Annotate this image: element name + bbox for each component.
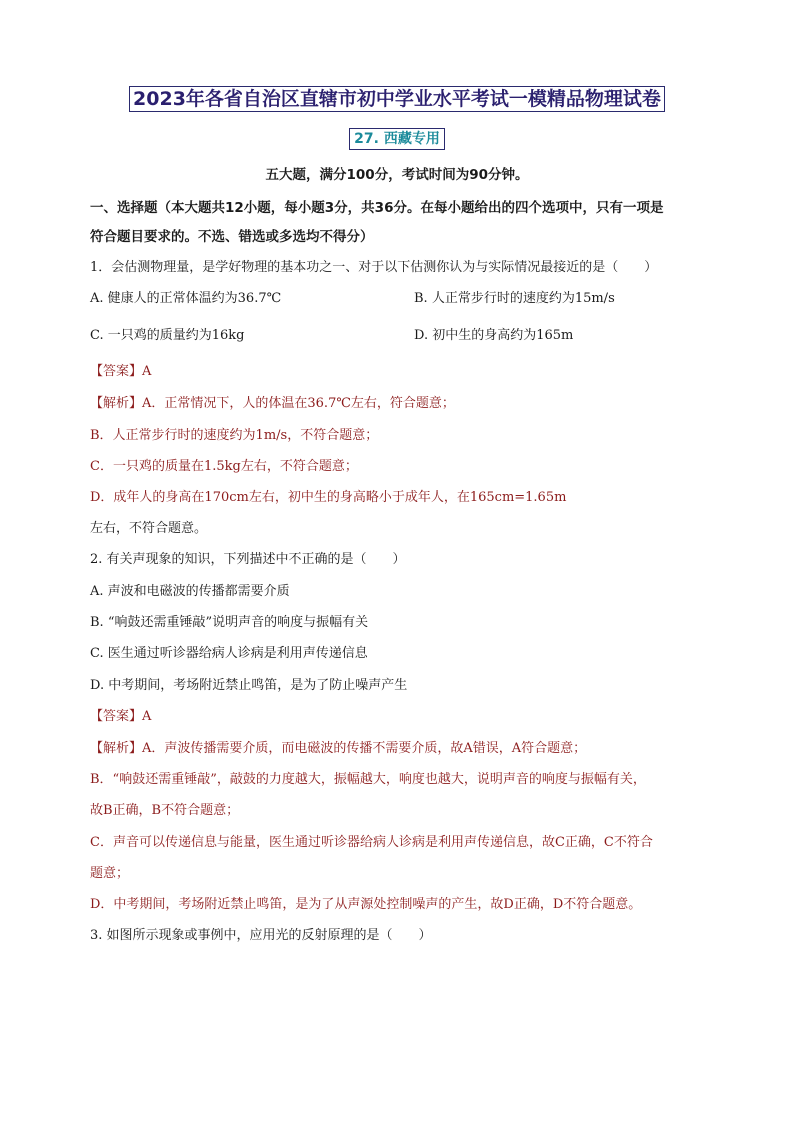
exam-title: 2023年各省自治区直辖市初中学业水平考试一模精品物理试卷 xyxy=(129,86,665,112)
q2-explanation-4: C．声音可以传递信息与能量，医生通过听诊器给病人诊病是利用声传递信息，故C正确，C不符合 xyxy=(90,835,653,850)
q3-stem: 3. 如图所示现象或事例中，应用光的反射原理的是（ ） xyxy=(90,928,432,943)
q1-option-c: C. 一只鸡的质量约为16kg xyxy=(90,328,245,343)
subtitle-area xyxy=(0,128,794,150)
q1-explanation-1: 【解析】A．正常情况下，人的体温在36.7℃左右，符合题意； xyxy=(90,396,455,411)
q1-explanation-2: B．人正常步行时的速度约为1m/s，不符合题意； xyxy=(90,428,379,443)
q1-option-a: A. 健康人的正常体温约为36.7℃ xyxy=(90,291,282,306)
exam-intro: 五大题，满分100分，考试时间为90分钟。 xyxy=(265,167,529,183)
q1-explanation-4: D．成年人的身高在170cm左右，初中生的身高略小于成年人，在165cm=1.65m xyxy=(90,490,567,505)
q1-answer: 【答案】A xyxy=(90,364,152,379)
q2-option-c: C. 医生通过听诊器给病人诊病是利用声传递信息 xyxy=(90,646,368,661)
q1-option-b: B. 人正常步行时的速度约为15m/s xyxy=(414,291,615,306)
q2-option-b: B. “响鼓还需重锤敲”说明声音的响度与振幅有关 xyxy=(90,615,369,630)
q2-explanation-5: 题意； xyxy=(90,866,130,881)
q1-stem: 1．会估测物理量，是学好物理的基本功之一、对于以下估测你认为与实际情况最接近的是（ ） xyxy=(90,260,658,275)
q2-explanation-1: 【解析】A．声波传播需要介质，而电磁波的传播不需要介质，故A错误，A符合题意； xyxy=(90,741,587,756)
q1-explanation-3: C．一只鸡的质量在1.5kg左右，不符合题意； xyxy=(90,459,358,474)
section-heading-line2: 符合题目要求的。不选、错选或多选均不得分） xyxy=(90,229,374,245)
q2-option-d: D. 中考期间，考场附近禁止鸣笛，是为了防止噪声产生 xyxy=(90,678,408,693)
q2-answer: 【答案】A xyxy=(90,709,152,724)
q2-explanation-3: 故B正确，B不符合题意； xyxy=(90,803,240,818)
title-area xyxy=(0,86,794,112)
q2-option-a: A. 声波和电磁波的传播都需要介质 xyxy=(90,584,290,599)
section-heading-line1: 一、选择题（本大题共12小题，每小题3分，共36分。在每小题给出的四个选项中，只有一项是 xyxy=(90,200,664,216)
q1-explanation-5: 左右，不符合题意。 xyxy=(90,521,208,536)
exam-subtitle: 27. 西藏专用 xyxy=(349,128,445,150)
q2-stem: 2. 有关声现象的知识，下列描述中不正确的是（ ） xyxy=(90,552,406,567)
q1-option-d: D. 初中生的身高约为165m xyxy=(414,328,574,343)
q2-explanation-6: D．中考期间，考场附近禁止鸣笛，是为了从声源处控制噪声的产生，故D正确，D不符合题意。 xyxy=(90,897,642,912)
q2-explanation-2: B．“响鼓还需重锤敲”，敲鼓的力度越大，振幅越大，响度也越大，说明声音的响度与振幅有关， xyxy=(90,772,646,787)
